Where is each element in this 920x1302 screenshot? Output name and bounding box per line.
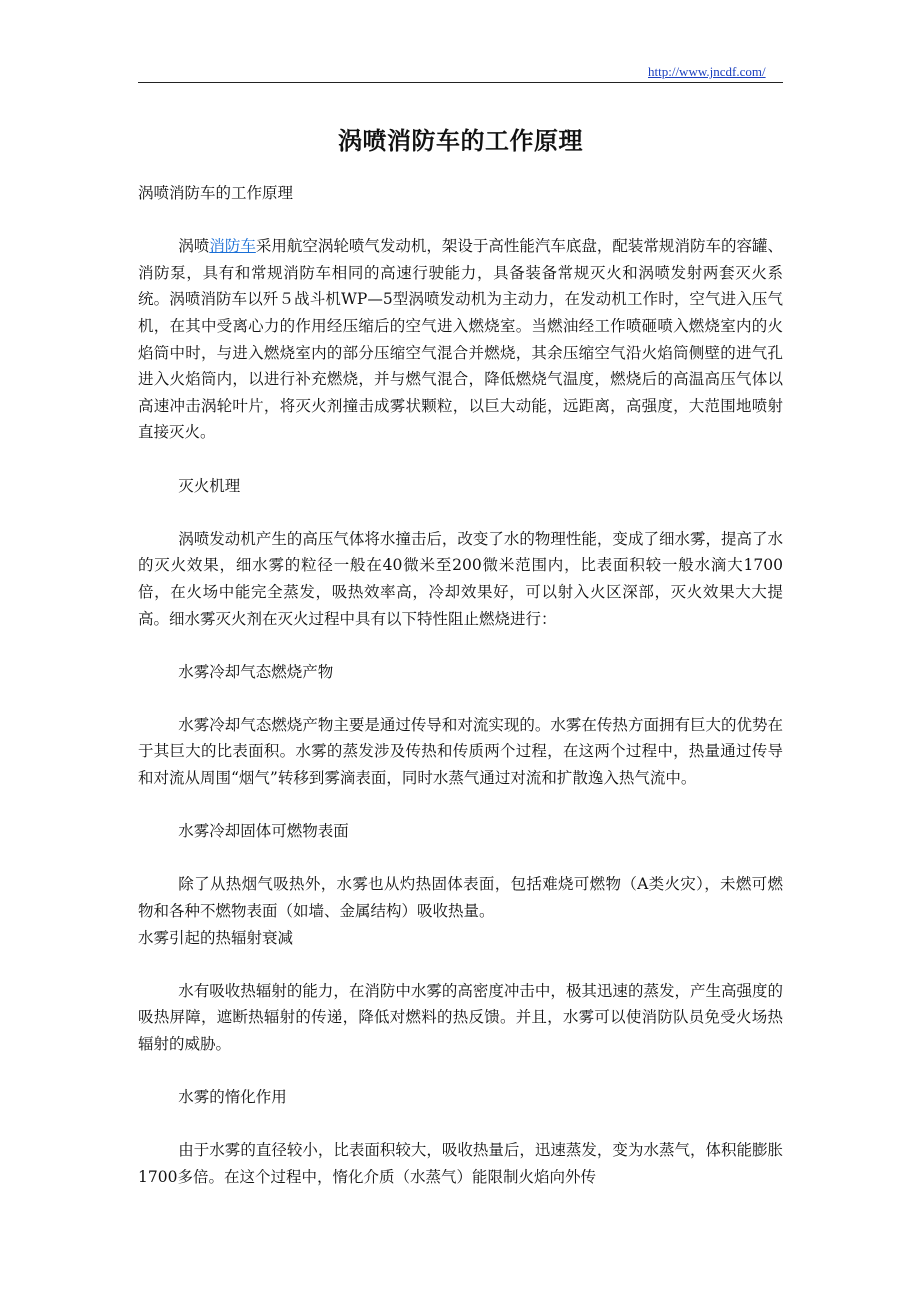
paragraph-cooling-solid: 除了从热烟气吸热外，水雾也从灼热固体表面，包括难烧可燃物（A类火灾），未燃可燃物和各种不燃物表面（如墙、金属结构）吸收热量。 xyxy=(138,875,783,921)
intro-prefix: 涡喷 xyxy=(178,237,210,256)
header-url-link[interactable]: http://www.jncdf.com/ xyxy=(648,64,766,79)
heading-extinguishing-mechanism: 灭火机理 xyxy=(178,476,241,495)
paragraph-mechanism: 涡喷发动机产生的高压气体将水撞击后，改变了水的物理性能，变成了细水雾，提高了水的灭火效果，细水雾的粒径一般在40微米至200微米范围内，比表面积较一般水滴大1700倍，在火场中能完全蒸发，吸热效率高，冷却效果好，可以射入火区深部，灭火效果大大提高。细水雾灭火剂在灭火过程中具有以下特性阻止燃烧进行： xyxy=(138,529,783,628)
paragraph-cooling-gas: 水雾冷却气态燃烧产物主要是通过传导和对流实现的。水雾在传热方面拥有巨大的优势在于其巨大的比表面积。水雾的蒸发涉及传热和传质两个过程，在这两个过程中，热量通过传导和对流从周围“烟气”转移到雾滴表面，同时水蒸气通过对流和扩散逸入热气流中。 xyxy=(138,715,783,788)
heading-radiation: 水雾引起的热辐射衰减 xyxy=(138,928,294,947)
fire-truck-link[interactable]: 消防车 xyxy=(209,237,256,256)
heading-inerting: 水雾的惰化作用 xyxy=(178,1088,287,1107)
section-label: 涡喷消防车的工作原理 xyxy=(138,184,294,202)
document-body xyxy=(138,180,783,1191)
paragraph-radiation: 水有吸收热辐射的能力，在消防中水雾的高密度冲击中，极其迅速的蒸发，产生高强度的吸热屏障，遮断热辐射的传递，降低对燃料的热反馈。并且，水雾可以使消防队员免受火场热辐射的威胁。 xyxy=(138,981,783,1053)
heading-cooling-solid: 水雾冷却固体可燃物表面 xyxy=(178,822,349,841)
header-divider xyxy=(138,82,783,83)
paragraph-intro xyxy=(138,233,783,446)
page-title: 涡喷消防车的工作原理 xyxy=(338,126,583,155)
intro-body: 采用航空涡轮喷气发动机，架设于高性能汽车底盘，配装常规消防车的容罐、消防泵，具有和常规消防车相同的高速行驶能力，具备装备常规灭火和涡喷发射两套灭火系统。涡喷消防车以歼５战斗机WP—5型涡喷发动机为主动力，在发动机工作时，空气进入压气机，在其中受离心力的作用经压缩后的空气进入燃烧室。当燃油经工作喷砸喷入燃烧室内的火焰筒中时，与进入燃烧室内的部分压缩空气混合并燃烧，其余压缩空气沿火焰筒侧壁的进气孔进入火焰筒内，以进行补充燃烧，并与燃气混合，降低燃烧气温度，燃烧后的高温高压气体以高速冲击涡轮叶片，将灭火剂撞击成雾状颗粒，以巨大动能，远距离，高强度，大范围地喷射直接灭火。 xyxy=(138,237,783,442)
heading-cooling-gas: 水雾冷却气态燃烧产物 xyxy=(178,662,334,681)
paragraph-inerting: 由于水雾的直径较小，比表面积较大，吸收热量后，迅速蒸发，变为水蒸气，体积能膨胀1700多倍。在这个过程中，惰化介质（水蒸气）能限制火焰向外传 xyxy=(138,1141,783,1186)
